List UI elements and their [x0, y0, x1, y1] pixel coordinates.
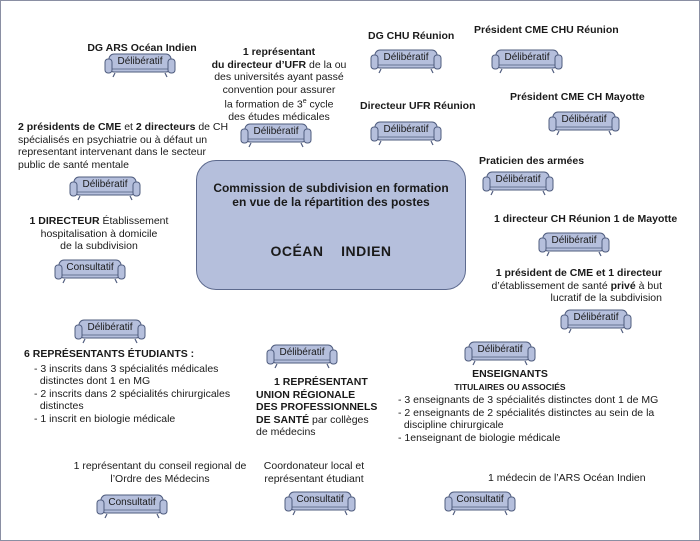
- label-praticien-armees: Praticien des armées: [479, 155, 585, 167]
- label-enseignants: ENSEIGNANTS: [472, 368, 548, 380]
- badge-label: Délibératif: [82, 179, 128, 190]
- badge-label: Délibératif: [117, 56, 163, 67]
- badge-label: Délibératif: [561, 114, 607, 125]
- badge-deliberatif-enseignants: [464, 340, 536, 366]
- badge-deliberatif-etudiants: [74, 318, 146, 344]
- label-medecin-ars: 1 médecin de l’ARS Océan Indien: [488, 472, 646, 484]
- badge-deliberatif-urps: [266, 343, 338, 369]
- badge-deliberatif-prive: [560, 308, 632, 334]
- label-president-cme-chu: Président CME CHU Réunion: [474, 24, 619, 36]
- badge-deliberatif-dg-chu: [370, 48, 442, 74]
- label-ordre-medecins: 1 représentant du conseil regional de l’Ordre des Médecins: [73, 460, 247, 485]
- label-president-cme-mayotte: Président CME CH Mayotte: [510, 91, 645, 103]
- list-item: - 1 inscrit en biologie médicale: [34, 412, 176, 425]
- label-enseignants-subtitle: TITULAIRES OU ASSOCIÉS: [454, 382, 566, 392]
- badge-label: Délibératif: [477, 344, 523, 355]
- label-presidents-cme-psychiatrie: 2 présidents de CME et 2 directeurs de CH spécialisés en psychiatrie ou à défaut un representant intervenant dans le secteur public de santé mentale: [18, 121, 229, 171]
- label-directeur-had: 1 DIRECTEUR Établissement hospitalisation à domicile de la subdivision: [29, 215, 169, 252]
- list-item: - 3 inscrits dans 3 spécialités médicales: [34, 362, 219, 375]
- badge-consultatif-ordre: [96, 493, 168, 519]
- badge-deliberatif-cme-mayotte: [548, 110, 620, 136]
- badge-label: Délibératif: [383, 124, 429, 135]
- badge-label: Délibératif: [279, 347, 325, 358]
- label-dg-chu: DG CHU Réunion: [368, 30, 455, 42]
- badge-label: Délibératif: [253, 126, 299, 137]
- commission-title: Commission de subdivision en formation en vue de la répartition des postes: [213, 181, 449, 209]
- badge-label: Consultatif: [108, 497, 156, 508]
- list-item: distinctes dont 1 en MG: [34, 375, 151, 387]
- badge-deliberatif-ufr-representative: [240, 122, 312, 148]
- badge-label: Délibératif: [87, 322, 133, 333]
- label-directeur-ufr: Directeur UFR Réunion: [360, 100, 476, 112]
- label-coordonateur: Coordonateur local et représentant étudiant: [263, 460, 365, 485]
- badge-label: Délibératif: [573, 312, 619, 323]
- list-item: discipline chirurgicale: [398, 419, 504, 431]
- badge-label: Consultatif: [66, 262, 114, 273]
- list-item: distinctes: [34, 400, 84, 412]
- list-item: - 1enseignant de biologie médicale: [398, 431, 561, 444]
- list-item: - 2 inscrits dans 2 spécialités chirurgicales: [34, 387, 231, 400]
- commission-box: [196, 160, 466, 290]
- label-representants-etudiants: 6 REPRÉSENTANTS ÉTUDIANTS : - 3 inscrits dans 3 spécialités médicales distinctes dont 1 en MG - 2 inscrits dans 2 spécialités chirurgicales distinctes - 1 inscrit en biologie médicale: [24, 348, 231, 425]
- etudiants-list: [34, 363, 230, 426]
- badge-consultatif-medecin-ars: [444, 490, 516, 516]
- badge-deliberatif-cme-chu: [491, 48, 563, 74]
- badge-deliberatif-psychiatrie: [69, 175, 141, 201]
- label-prive: 1 président de CME et 1 directeur d’établissement de santé privé à but lucratif de la subdivision: [491, 267, 662, 304]
- badge-label: Délibératif: [495, 174, 541, 185]
- badge-deliberatif-directeur-ch: [538, 231, 610, 257]
- label-urps: 1 REPRÉSENTANT UNION RÉGIONALE DES PROFESSIONNELS DE SANTÉ par collèges de médecins: [256, 376, 378, 438]
- badge-deliberatif-directeur-ufr: [370, 120, 442, 146]
- badge-consultatif-coordonateur: [284, 490, 356, 516]
- badge-label: Délibératif: [504, 52, 550, 63]
- badge-label: Consultatif: [456, 494, 504, 505]
- badge-label: Délibératif: [551, 235, 597, 246]
- region-label: OCÉAN INDIEN: [270, 243, 392, 259]
- list-item: - 2 enseignants de 2 spécialités distinctes au sein de la: [398, 406, 655, 419]
- list-item: - 3 enseignants de 3 spécialités distinctes dont 1 de MG: [398, 394, 659, 406]
- badge-label: Délibératif: [383, 52, 429, 63]
- badge-label: Consultatif: [296, 494, 344, 505]
- enseignants-list: [398, 394, 658, 444]
- label-dg-ars: DG ARS Océan Indien: [87, 42, 197, 54]
- label-ufr-representative: 1 représentant du directeur d’UFR de la ou des universités ayant passé convention pour assurer la formation de 3e cycle des études médicales: [211, 46, 347, 123]
- badge-consultatif-had: [54, 258, 126, 284]
- badge-deliberatif-dg-ars: [104, 52, 176, 78]
- badge-deliberatif-praticien-armees: [482, 170, 554, 196]
- label-directeur-ch: 1 directeur CH Réunion 1 de Mayotte: [494, 213, 678, 225]
